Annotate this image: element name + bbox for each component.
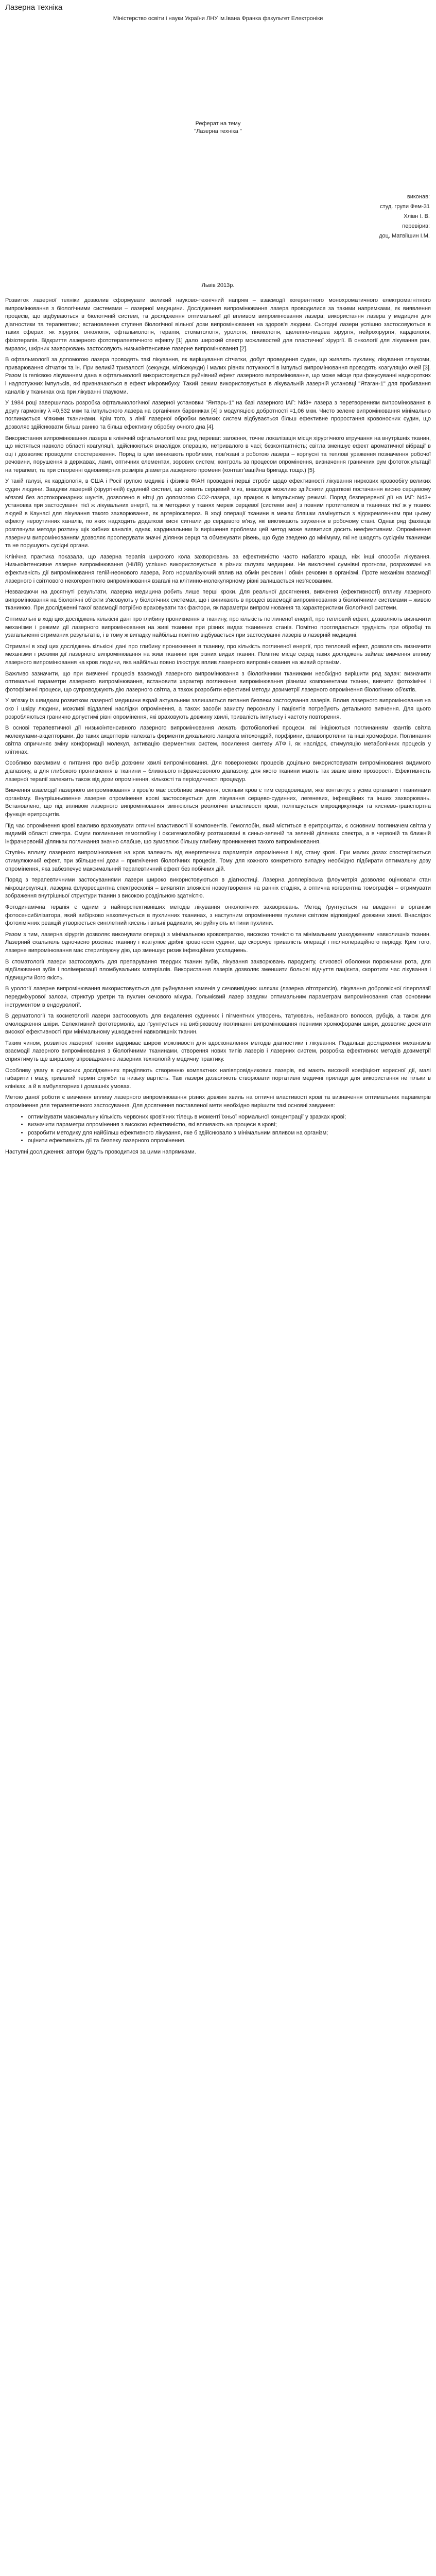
closing-paragraph: Наступні дослідження: автори будуть проводитися за цими напрямками. (5, 1149, 196, 1155)
authors-block (5, 192, 431, 241)
report-type: Реферат на тему (195, 121, 241, 127)
body-paragraph: Метою даної роботи є вивчення впливу лазерного випромінювання різних довжин хвиль на оптичні властивості крові та визначення оптимальних параметрів опромінення для терапевтичного застосування. Для досягнення поставленої мети необхідно вирішити такі основні завдання: (5, 1094, 431, 1109)
task-item: • оцінити ефективність дії та безпеку лазерного опромінення. (28, 1137, 431, 1145)
checked-by-label: перевірив: (402, 223, 430, 229)
task-item: • оптимізувати максимальну кількість червоних кров'яних тілець в моменті їхньої нормальної концентрації у зразках крові; (28, 1113, 431, 1122)
task-list (5, 1113, 431, 1145)
body-paragraph: Під час опромінення крові важливо враховувати оптичні властивості її компонентів. Гемоглобін, який міститься в еритроцитах, є основним поглиначем світла у видимій області спектра. Смуги поглинання гемоглобіну і оксигемоглобіну розташовані в синьо-зеленій та зеленій ділянках спектра, а в червоній та ближній інфрачервоній ділянках поглинання значно слабше, що зумовлює більшу глибину проникнення такого випромінювання. (5, 822, 431, 845)
report-heading (5, 120, 431, 135)
spacer (5, 241, 431, 282)
spacer (5, 135, 431, 192)
body-paragraph: Використання випромінювання лазера в клінічній офтальмології має ряд переваг: загоєння, точне локалізація місця хірургічного втручання на внутрішніх тканин, що містяться навколо області коагуляції, здійснюються внаслідок операцію, нетривалого в часі; безконтактність; світла зменшує ефект ароматичної вібрації в оці і дозволяє проводити спостереження. Поряд із цим виникають проблеми, пов'язані з роботою лазера – корпусні та теплові ураження позначення робочої речовини, порушення в державах, ламп, оптичних елементах, зорових систем; контроль за процесом опромінення, визначення граничних рум фототок'ультації на терапевт, та при створенні одновимірних розмірів діаметра лазерного променя (контакт'ваційна бригада тощо.) [5]. (5, 435, 431, 473)
student-name: Хлівн І. В. (404, 213, 430, 219)
place-year: Львів 2013р. (201, 282, 235, 289)
body-paragraph: Ступінь впливу лазерного випромінювання на кров залежить від енергетичних параметрів опромінення і від стану крові. При малих дозах спостерігається стимулюючий ефект, при збільшенні дози – пригнічення біологічних процесів. Тому для кожного конкретного випадку необхідно підбирати оптимальну дозу опромінення, яка забезпечує максимальний терапевтичний ефект без побічних дій. (5, 850, 431, 872)
body-paragraph: Особливу увагу в сучасних дослідженнях приділяють створенню компактних напівпровідникових лазерів, які мають високий коефіцієнт корисної дії, малі габарити і масу, тривалий термін служби та низьку вартість. Такі лазери дозволяють створювати портативні медичні прилади для використання не тільки в клініках, а й в амбулаторних і домашніх умовах. (5, 1067, 431, 1090)
page-title: Лазерна техніка (5, 3, 63, 12)
body-paragraph: Важливо зазначити, що при вивченні процесів взаємодії лазерного випромінювання з біологічними тканинами необхідно вирішити ряд задач: визначити оптимальні параметри лазерного випромінювання, встановити характер поглинання випромінювання різними компонентами тканин, вивчити фотохімічні і фотофізичні процеси, що супроводжують дію лазерного світла, а також розробити ефективні методи дозиметрії лазерного опромінення біологічних об'єктів. (5, 670, 431, 693)
body-paragraph: Оптимальні в ході цих досліджень кількісні дані про глибину проникнення в тканину, про кількість поглиненої енергії, про тепловий ефект, дозволяють визначити механізми і режими дії лазерного випромінювання на живі тканини при різних видах тканинних станів. Помітно проглядається трудність при обробці та узагальненні отриманих результатів, і в тому ж випадку найбільш помітно відбувається при застосуванні лазерів в лазерній медицині. (5, 616, 431, 639)
body-paragraph: У такій галузі, як кардіологія, в США і Росії групою медиків і фізиків ФІАН проведені перші строби щодо ефективності лікування ниркових кровообігу великих судин людини. Завдяки лазерній (хірургічній) судинній системі, що живить серцевий м'яз, внаслідок можливо здійснити додаткові постачання кисню серцевому м'язові без аортокоронарних шунтів, дозволено в нітці до допомогою СО2-лазера, що працює в імпульсному режимі. Поряд безперервної дії на ІАГ: Nd3+ установка при застосуванні тієї ж лікувальних енергії, та ж методики у тканях мереж серцевої (системи вен) з повним протитолком в тканинах тієї ж у тканях людей в Каунасі для лікування такого захворювання, як артеріосклероз. В ході операції тканини в межах бляшки ламінується з відокремленням при цьому ефекту нероутинних каналів, по яких надходить додаткові кисні сигнали до серцевого м'язу, які викликають звуження в робочому стані. Однак ряд фахівців розглянули методи розтину щік хибних каналів, однак, кардинальним їх вирішення проблеми цей метод може виявитися досить неефективним. Опромінення лазерним випромінюванням дозволяє прооперувати значні ділянки серця та обмежувати рівень, що буде зведено до мінімуму, які не шкодять сусіднім тканинам та не порушують сусідні органи. (5, 478, 431, 549)
body-paragraph: Разом з тим, лазерна хірургія дозволяє виконувати операції з мінімальною крововтратою, високою точністю та мінімальним ушкодженням навколишніх тканин. Лазерний скальпель одночасно розсікає тканину і коагулює дрібні кровоносні судини, що скорочує тривалість операції і післяопераційного періоду. Крім того, лазерне випромінювання має стерилізуючу дію, що зменшує ризик інфекційних ускладнень. (5, 931, 431, 954)
paragraph-list (5, 297, 431, 1110)
body-paragraph: Особливо важливим є питання про вибір довжини хвилі випромінювання. Для поверхневих процесів доцільно використовувати випромінювання видимого діапазону, а для глибокого проникнення в тканини – ближнього інфрачервоного діапазону, для якого тканини мають так зване вікно прозорості. Ефективність лазерної терапії залежить також від дози опромінення, кількості та періодичності процедур. (5, 760, 431, 783)
body-paragraph: У зв'язку із швидким розвитком лазерної медицини вкрай актуальним залишається питання безпеки застосування лазерів. Вплив лазерного випромінювання на око і шкіру людини, можливі віддалені наслідки опромінення, а також засоби захисту персоналу і пацієнтів потребують детального вивчення. Для цього розробляються гранично допустимі рівні опромінення, які враховують довжину хвилі, тривалість імпульсу і частоту повторення. (5, 698, 431, 720)
body-paragraph: Клінічна практика показала, що лазерна терапія широкого кола захворювань за ефективністю часто набагато краща, ніж інші способи лікування. Низькоінтенсивне лазерне випромінювання (НІЛВ) успішно використовується в різних галузях медицини. Не виключені сумнівні прогнози, розраховані на ефективність дії випромінювання гелій-неонового лазера, його нормалізуючий вплив на обмін речовин і обмін речовин в організмі. Проте механізм взаємодії лазерного і світлового некогерентного випромінювання взагалі на клітинно-молекулярному рівні залишається нез'ясованим. (5, 553, 431, 584)
document-page (0, 0, 436, 1180)
body-paragraph: Поряд з терапевтичними застосуваннями лазери широко використовуються в діагностиці. Лазерна доплерівська флоуметрія дозволяє оцінювати стан мікроциркуляції, лазерна флуоресцентна спектроскопія – виявляти злоякісні новоутворення на ранніх стадіях, а оптична когерентна томографія – отримувати зображення внутрішньої структури тканин з високою роздільною здатністю. (5, 877, 431, 900)
body-paragraph: Таким чином, розвиток лазерної техніки відкриває широкі можливості для вдосконалення методів діагностики і лікування. Подальші дослідження механізмів взаємодії лазерного випромінювання з біологічними тканинами, створення нових типів лазерів і лазерних систем, розробка ефективних методів дозиметрії сприятимуть ще ширшому впровадженню лазерних технологій у медичну практику. (5, 1040, 431, 1063)
body-paragraph: В дерматології та косметології лазери застосовують для видалення судинних і пігментних утворень, татуювань, небажаного волосся, рубців, а також для омолодження шкіри. Селективний фототермоліз, що ґрунтується на вибірковому поглинанні випромінювання певними хромофорами шкіри, дозволяє досягати високої ефективності при мінімальному ушкодженні навколишніх тканин. (5, 1013, 431, 1036)
body-paragraph: В офтальмології за допомогою лазера проводять такі лікування, як вирішування сітчатки, добут проведення судин, що живлять пухлину, лікування глаукоми, приварювання сітчатки та ін. При великій тривалості (секунди, мілісекунди) і малих рівнях потужності в імпульсі випромінювання проводять коагуляцію очей [3]. Разом із гелієвою лікуванням дана в офтальмології використовується руйнівний ефект лазерного випромінювання, що може місце при фокусуванні надкоротких і надпотужних імпульсів, які призначаються в ефект мікровибуху. Такий режим використовується в лікувальній лазерній установці "Ятаган-1" для пробивання каналів у тканинах ока при лікуванні глаукоми. (5, 357, 431, 395)
teacher-name: доц. Матвіїшин І.М. (379, 233, 430, 239)
body-paragraph: В основі терапевтичної дії низькоінтенсивного лазерного випромінювання лежать фотобіологічні процеси, які ініціюються поглинанням квантів світла молекулами-акцепторами. До таких акцепторів належать ферменти дихального ланцюга мітохондрій, порфірини, флавопротеїни та інші хромофори. Поглинання світла спричиняє зміну конформації молекул, активацію ферментних систем, посилення синтезу АТФ і, як наслідок, стимуляцію метаболічних процесів у клітинах. (5, 725, 431, 755)
task-item: • визначити параметри опромінення з високою ефективністю, які впливають на процеси в крові; (28, 1121, 431, 1129)
report-topic: "Лазерна техніка " (194, 128, 242, 134)
body-paragraph: У 1984 році завершилась розробка офтальмологічної лазерної установки "Янтарь-1" на базі лазерного ІАГ: Nd3+ лазера з перетворенням випромінювання в другу гармоніку λ =0,532 мкм та імпульсного лазера на органічних барвниках [4] з модуляцією добротності =1,06 мкм. Чисто зелене випромінювання мінімально поглинається м'якими тканинами. Крім того, з лінії лазерної обробки великих систем відбувається більш ефективне проростання кровоносних судин, що дозволяє здійснювати більш ранню та більш ефективну обробку очного дна [4]. (5, 400, 431, 430)
article-body (5, 297, 431, 1157)
body-paragraph: Фотодинамічна терапія є одним з найперспективніших методів лікування онкологічних захворювань. Метод ґрунтується на введенні в організм фотосенсибілізатора, який вибірково накопичується в пухлинних тканинах, з наступним опроміненням пухлини світлом відповідної довжини хвилі. Внаслідок фотохімічних реакцій утворюється синглетний кисень і вільні радикали, які руйнують клітини пухлини. (5, 904, 431, 927)
body-paragraph: Розвиток лазерної техніки дозволив сформувати великий науково-технічний напрям – взаємодії когерентного монохроматичного електромагнітного випромінювання з біологічними системами – лазерної медицини. Дослідження випромінювання лазера проводилися за такими напрямками, як виявлення процесів, що відбуваються в біологічній системі, та дослідження оптимальної дії впливом випромінювання лазера; використання лазера у медицині для діагностики та терапевтики; встановлення ступеня біологічної вільної дози випромінювання на здоров'я людини. Сьогодні лазери успішно застосовуються в таких сферах, як хірургія, онкологія, офтальмологія, терапія, стоматологія, урологія, гінекологія, щелепно-лицева хірургія, нейрохірургія, кардіологія, фізіотерапія. Відкриття лазерного фототерапевтичного ефекту [1] дало широкий спектр можливостей для пластичної хірургії. В онкології для лікування ран, виразок, шкірних захворювань застосовують низькоінтенсивне лазерне випромінювання [2]. (5, 297, 431, 352)
spacer (5, 22, 431, 120)
student-group: студ. групи Фем-31 (380, 204, 430, 210)
body-paragraph: Отримані в ході цих досліджень кількісні дані про глибину проникнення в тканину, про кількість поглиненої енергії, про тепловий ефект, дозволяють визначити механізми і режими дії лазерного випромінювання на живі тканини при різних видах тканин. Помітне місце серед таких досліджень займає вивчення впливу лазерного випромінювання на кров людини, яка найбільш повно ілюструє вплив лазерного випромінювання на живий організм. (5, 643, 431, 666)
performed-by-label: виконав: (407, 194, 430, 200)
body-paragraph: В урології лазерне випромінювання використовується для руйнування каменів у сечовивідних шляхах (лазерна літотрипсія), лікування доброякісної гіперплазії передміхурової залози, стриктур уретри та пухлин сечового міхура. Гольмієвий лазер завдяки оптимальним параметрам випромінювання став основним інструментом в ендоурології. (5, 986, 431, 1008)
body-paragraph: Незважаючи на досягнуті результати, лазерна медицина робить лише перші кроки. Для реальної досягнення, вивчення (ефективності) впливу лазерного випромінювання на біологічні об'єкти з'ясовують у біологічних системах, що і виникають в процесі взаємодії випромінювання з біологічними системами – живою тканиною. При дослідженні такої взаємодії потрібно враховувати так фактори, як параметри випромінювання та характеристики біологічної системи. (5, 589, 431, 612)
ministry-line: Міністерство освіти і науки України ЛНУ ім.Івана Франка факультет Електроніки (113, 15, 323, 22)
body-paragraph: В стоматології лазери застосовують для препарування твердих тканин зубів, лікування захворювань пародонту, слизової оболонки порожнини рота, для відбілювання зубів і полімеризації пломбувальних матеріалів. Використання лазерів дозволяє зменшити больові відчуття пацієнта, скоротити час лікування і підвищити його якість. (5, 958, 431, 981)
task-item: • розробити методику для найбільш ефективного лікування, яке б здійснювало з мінімальним впливом на організм; (28, 1129, 431, 1138)
body-paragraph: Вивчення взаємодії лазерного випромінювання з кров'ю має особливе значення, оскільки кров є тим середовищем, яке контактує з усіма органами і тканинами організму. Внутрішньовенне лазерне опромінення крові застосовується для лікування серцево-судинних, легеневих, інфекційних та інших захворювань. Встановлено, що під впливом лазерного випромінювання змінюються реологічні властивості крові, поліпшується мікроциркуляція та киснево-транспортна функція еритроцитів. (5, 787, 431, 818)
